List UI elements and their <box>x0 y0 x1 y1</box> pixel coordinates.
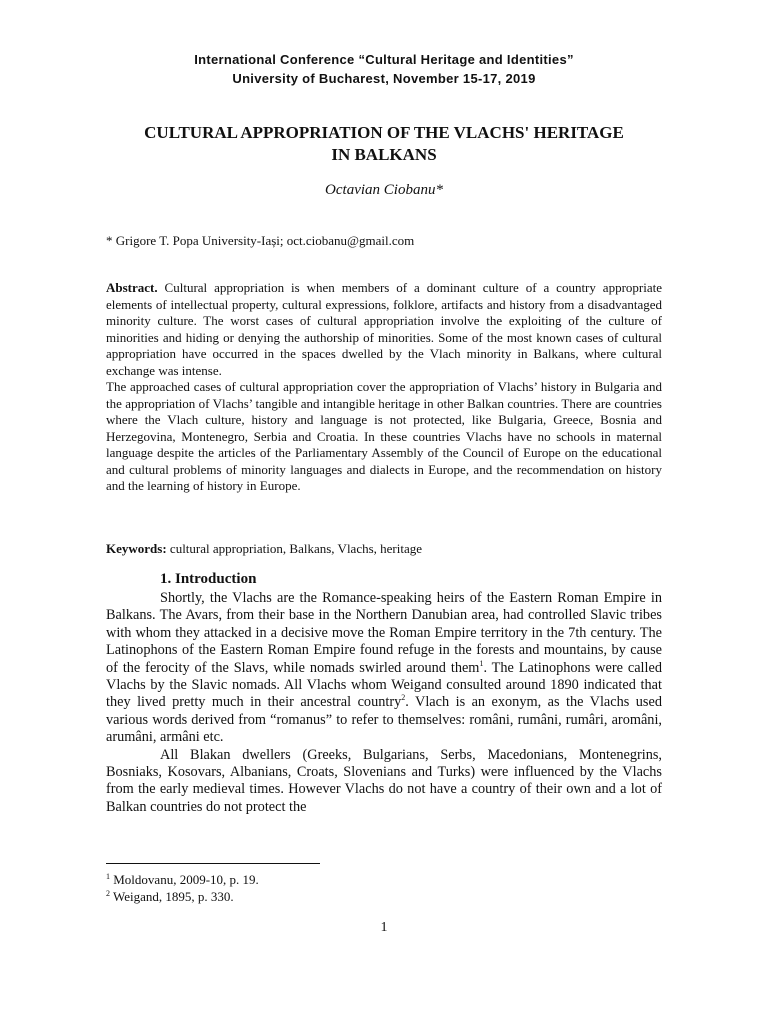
footnote-mark: 1 <box>106 872 110 881</box>
body-text-1b: . The Latinophons were called Vlachs by the Slavic nomads. All Vlachs whom Weigand consulted around 1890 indicated that they lived pretty much in their ancestral country <box>106 659 662 711</box>
abstract-paragraph-1 <box>106 280 662 379</box>
author-affiliation: * Grigore T. Popa University-Iași; oct.ciobanu@gmail.com <box>106 233 415 248</box>
body-paragraph-2: All Blakan dwellers (Greeks, Bulgarians, Serbs, Macedonians, Montenegrins, Bosniaks, Kosovars, Albanians, Croats, Slovenians and Turks) were influenced by the Vlachs from the early medieval times. However Vlachs do not have a country of their own and a lot of Balkan countries do not protect the <box>106 746 662 815</box>
footnote-text: Weigand, 1895, p. 330. <box>110 889 234 904</box>
keywords <box>106 541 422 557</box>
abstract <box>106 280 662 495</box>
footnote-text: Moldovanu, 2009-10, p. 19. <box>110 872 259 887</box>
page-number: 1 <box>380 920 388 935</box>
paper-title-line-2: IN BALKANS <box>331 145 437 164</box>
conference-name: International Conference “Cultural Heritage and Identities” <box>194 52 574 67</box>
footnote <box>106 888 259 905</box>
abstract-paragraph-2: The approached cases of cultural appropriation cover the appropriation of Vlachs’ history in Bulgaria and the appropriation of Vlachs’ tangible and intangible heritage in other Balkan countries. There are countries where the Vlach culture, history and language is not protected, like Bulgaria, Greece, Bosnia and Herzegovina, Montenegro, Serbia and Croatia. In these countries Vlachs have no schools in maternal language despite the articles of the Parliamentary Assembly of the Council of Europe on the educational and cultural problems of minority languages and dialects in Europe, and the recommendation on history and the learning of history in Europe. <box>106 379 662 493</box>
abstract-text-1: Cultural appropriation is when members of a dominant culture of a country appropriate elements of intellectual property, cultural expressions, folklore, artifacts and history from a disadvantaged minority culture. The worst cases of cultural appropriation involve the exploiting of the culture of minorities and hiding or denying the authorship of minorities. Some of the most known cases of cultural appropriation have occurred in the spaces dwelled by the Vlach minority in Balkans, where cultural exchange was intense. <box>106 280 662 378</box>
section-heading: 1. Introduction <box>160 571 257 587</box>
abstract-label: Abstract. <box>106 280 158 295</box>
conference-venue-date: University of Bucharest, November 15-17, 2019 <box>232 71 536 86</box>
body-text-1a: Shortly, the Vlachs are the Romance-speaking heirs of the Eastern Roman Empire in Balkans. The Avars, from their base in the Northern Danubian area, had controlled Slavic tribes with whom they attacked in a decisive move the Roman Empire territory in the 7th century. The Latinophons of the Eastern Roman Empire found refuge in the forests and mountains, by cause of the ferocity of the Slavs, while nomads swirled around them <box>106 590 662 676</box>
section-body <box>106 590 662 816</box>
body-text-1c: . Vlach is an exonym, as the Vlachs used various words derived from “romanus” to refer to themselves: români, rumâni, rumâri, aromâni, arumâni, armâni etc. <box>106 694 662 746</box>
footnote-ref-2[interactable]: 2 <box>401 693 406 703</box>
footnote-mark: 2 <box>106 889 110 898</box>
body-paragraph-1 <box>106 590 662 747</box>
author-name: Octavian Ciobanu* <box>325 182 443 198</box>
footnote-ref-1[interactable]: 1 <box>479 658 484 668</box>
footnote <box>106 871 259 888</box>
footnotes <box>106 871 259 905</box>
paper-title-line-1: CULTURAL APPROPRIATION OF THE VLACHS' HERITAGE <box>144 123 624 142</box>
footnote-separator <box>106 863 320 864</box>
keywords-text: cultural appropriation, Balkans, Vlachs, heritage <box>166 541 423 556</box>
keywords-label: Keywords: <box>106 541 167 556</box>
